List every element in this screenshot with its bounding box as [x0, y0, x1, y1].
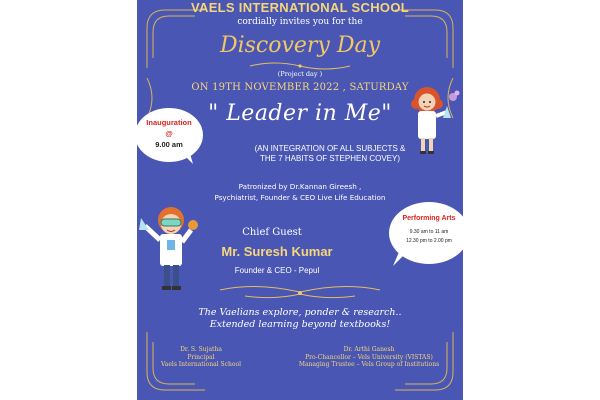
- inauguration-time: 9.00 am: [155, 140, 183, 149]
- integration-line-1: (AN INTEGRATION OF ALL SUBJECTS &: [254, 144, 406, 153]
- chief-guest-label: Chief Guest: [242, 227, 302, 238]
- event-title: Discovery Day: [219, 33, 381, 58]
- inauguration-bubble-tail: [177, 150, 197, 166]
- chief-guest-name: Mr. Suresh Kumar: [221, 244, 333, 259]
- performing-arts-slot-2: 12.30 pm to 2.00 pm: [406, 238, 452, 244]
- invite-line: cordially invites you for the: [237, 17, 363, 27]
- event-subtitle: (Project day ): [277, 70, 323, 78]
- girl-scientist-illustration: [407, 82, 463, 158]
- signatory-right: [287, 346, 451, 369]
- signatory-left: [151, 346, 251, 369]
- chief-guest-role: Founder & CEO - Pepul: [234, 266, 320, 275]
- boy-scientist-illustration: [137, 200, 201, 300]
- performing-arts-label: Performing Arts: [402, 215, 456, 222]
- tagline-line-1: The Vaelians explore, ponder & research..: [198, 307, 402, 318]
- school-name: VAELS INTERNATIONAL SCHOOL: [191, 0, 409, 15]
- signatory-right-name: Dr. Arthi Ganesh: [343, 346, 395, 353]
- patron-line-1: Patronized by Dr.Kannan Gireesh ,: [238, 182, 362, 191]
- performing-arts-slot-1: 9.30 am to 11 am: [409, 229, 449, 235]
- theme-title: " Leader in Me": [208, 101, 392, 126]
- event-date: ON 19TH NOVEMBER 2022 , SATURDAY: [191, 82, 409, 93]
- tagline: [137, 307, 463, 331]
- signatory-right-title: Pro-Chancellor – Vels University (VISTAS): [305, 353, 433, 361]
- signatory-right-org: Managing Trustee – Vels Group of Institutions: [298, 361, 440, 368]
- performing-arts-bubble-tail: [393, 252, 411, 268]
- patron-line-2: Psychiatrist, Founder & CEO Live Life Education: [214, 193, 386, 202]
- invitation-poster: [137, 0, 463, 400]
- signatory-left-name: Dr. S. Sujatha: [180, 346, 222, 353]
- inauguration-label: Inauguration: [146, 118, 192, 127]
- signatory-left-org: Vaels International School: [160, 361, 241, 368]
- signatory-left-title: Principal: [187, 353, 215, 361]
- integration-line-2: THE 7 HABITS OF STEPHEN COVEY): [259, 154, 401, 163]
- inauguration-at: @: [165, 129, 173, 138]
- tagline-line-2: Extended learning beyond textbooks!: [209, 319, 391, 330]
